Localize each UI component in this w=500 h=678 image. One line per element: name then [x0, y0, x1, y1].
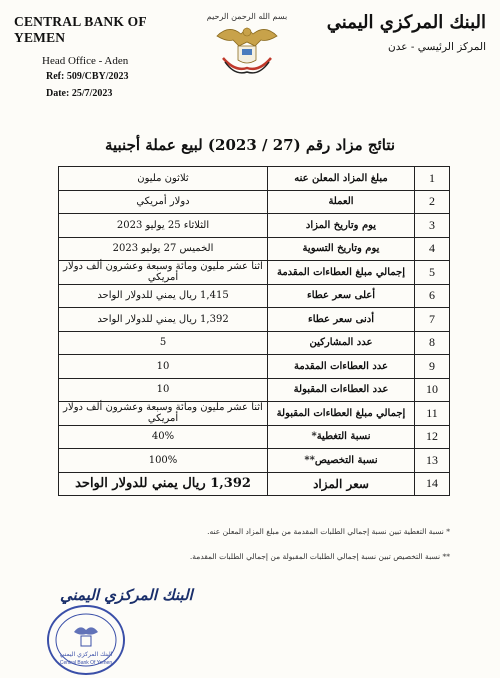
table-row [59, 308, 450, 332]
english-header [14, 14, 184, 67]
office-name-ar: المركز الرئيسي - عدن [388, 41, 486, 53]
row-number: 1 [415, 167, 450, 191]
table-row [59, 449, 450, 473]
office-name-en: Head Office - Aden [42, 55, 129, 67]
official-stamp-icon [36, 592, 136, 678]
bank-name-ar: البنك المركزي اليمني [326, 12, 486, 33]
table-row [59, 425, 450, 449]
table-row [59, 261, 450, 285]
basmala-text: بسم الله الرحمن الرحيم [207, 12, 287, 21]
row-label: عدد المشاركين [268, 331, 415, 355]
row-label: سعر المزاد [268, 472, 415, 496]
row-value: 1,415 ريال يمني للدولار الواحد [59, 284, 268, 308]
row-value: ثلاثون مليون [59, 167, 268, 191]
table-row [59, 355, 450, 379]
row-label: إجمالي مبلغ العطاءات المقدمة [268, 261, 415, 285]
row-label: العملة [268, 190, 415, 214]
row-number: 10 [415, 378, 450, 402]
footnote-allocation: ** نسبة التخصيص تبين نسبة إجمالي الطلبات المقبولة من إجمالي الطلبات المقدمة. [189, 552, 450, 561]
row-number: 4 [415, 237, 450, 261]
row-number: 14 [415, 472, 450, 496]
row-value: دولار أمريكي [59, 190, 268, 214]
row-value: 1,392 ريال يمني للدولار الواحد [59, 308, 268, 332]
row-value: 10 [59, 355, 268, 379]
row-number: 5 [415, 261, 450, 285]
row-number: 12 [415, 425, 450, 449]
row-label: نسبة التخصيص** [268, 449, 415, 473]
table-row [59, 472, 450, 496]
document-title: نتائج مزاد رقم (27 / 2023) لبيع عملة أجنبية [104, 136, 396, 154]
document-date: Date: 25/7/2023 [46, 88, 113, 99]
table-row [59, 237, 450, 261]
row-number: 3 [415, 214, 450, 238]
reference-block [46, 68, 129, 102]
table-row [59, 378, 450, 402]
row-label: عدد العطاءات المقدمة [268, 355, 415, 379]
row-value: 10 [59, 378, 268, 402]
row-number: 13 [415, 449, 450, 473]
row-label: أدنى سعر عطاء [268, 308, 415, 332]
auction-results-table [58, 166, 450, 496]
row-number: 7 [415, 308, 450, 332]
row-value: اثنا عشر مليون ومائة وسبعة وعشرون ألف دولار أمريكي [59, 261, 268, 285]
signature: البنك المركزي اليمني [60, 586, 193, 604]
table-row [59, 190, 450, 214]
row-value: 1,392 ريال يمني للدولار الواحد [59, 472, 268, 496]
arabic-header [326, 12, 486, 53]
row-number: 6 [415, 284, 450, 308]
row-value: الخميس 27 يوليو 2023 [59, 237, 268, 261]
footnotes [30, 527, 450, 577]
table-row [59, 284, 450, 308]
row-label: أعلى سعر عطاء [268, 284, 415, 308]
row-value: اثنا عشر مليون ومائة وسبعة وعشرون ألف دولار أمريكي [59, 402, 268, 426]
row-number: 2 [415, 190, 450, 214]
row-label: نسبة التغطية* [268, 425, 415, 449]
bank-name-en: CENTRAL BANK OF YEMEN [14, 14, 147, 45]
row-value: 5 [59, 331, 268, 355]
reference-number: Ref: 509/CBY/2023 [46, 71, 129, 82]
row-value: الثلاثاء 25 يوليو 2023 [59, 214, 268, 238]
stamp-text-ar: البنك المركزي اليمني [59, 651, 113, 658]
row-number: 8 [415, 331, 450, 355]
table-row [59, 402, 450, 426]
row-value: 100% [59, 449, 268, 473]
row-value: 40% [59, 425, 268, 449]
row-label: إجمالي مبلغ العطاءات المقبولة [268, 402, 415, 426]
row-number: 9 [415, 355, 450, 379]
table-row [59, 214, 450, 238]
yemen-emblem-icon [207, 6, 287, 86]
stamp-text-en: Central Bank Of Yemen [59, 660, 113, 666]
table-row [59, 331, 450, 355]
row-label: مبلغ المزاد المعلن عنه [268, 167, 415, 191]
row-label: عدد العطاءات المقبولة [268, 378, 415, 402]
row-number: 11 [415, 402, 450, 426]
footnote-coverage: * نسبة التغطية تبين نسبة إجمالي الطلبات المقدمة من مبلغ المزاد المعلن عنه. [207, 527, 450, 536]
table-row [59, 167, 450, 191]
row-label: يوم وتاريخ التسوية [268, 237, 415, 261]
row-label: يوم وتاريخ المزاد [268, 214, 415, 238]
